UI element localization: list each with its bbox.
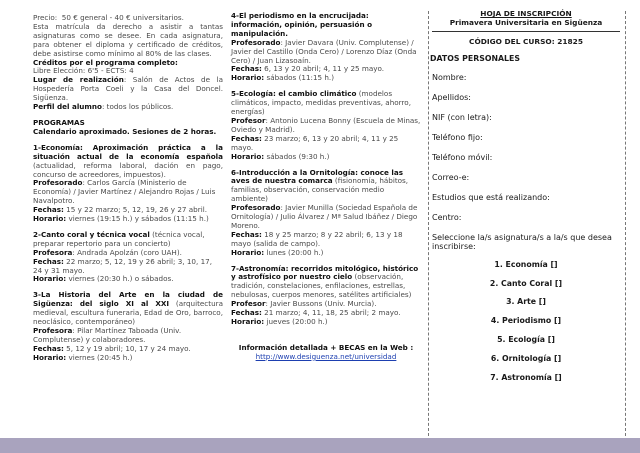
prof-name: : Javier Davara (Univ. Complutense) / Javier del Castillo (Onda Cero) / Lorenzo Díaz (Onda Cero) / Juan Lizasoaín. [231,37,417,65]
fechas-text: 6, 13 y 20 abril; 4, 11 y 25 mayo. [264,64,385,74]
prof-rest: (Ministerio de Economía) / Javier Martínez / Alejandro Rojas / Luis Navalpotro. [33,178,216,206]
prof-label: Profesora [33,326,73,335]
datos-personales-title: DATOS PERSONALES [430,53,520,63]
course-title: 3-La Historia del Arte en la ciudad de Sigüenza: del siglo XI al XXI [33,290,223,309]
course-title: 6-Introducción a la Ornitología: conoce las aves de nuestra comarca [231,167,403,186]
field-nombre[interactable]: Nombre: [432,72,467,82]
subject-canto-coral[interactable]: 2. Canto Coral [] [489,278,563,288]
field-correo[interactable]: Correo-e: [432,172,470,182]
prof-name: : Pilar Martínez Taboada (Univ. Complutense) y colaboradores. [33,326,182,344]
course-7 [231,265,421,327]
horario-text: viernes (20:45 h.) [68,352,133,362]
subject-ornitologia[interactable]: 6. Ornitología [] [490,354,562,364]
horario-label: Horario: [231,317,265,326]
field-estudios[interactable]: Estudios que está realizando: [432,192,550,202]
horario-label: Horario: [231,151,265,161]
course-desc: (actualidad, reforma laboral, dación en pago, concurso de acreedores, impuestos). [33,160,223,179]
fechas-label: Fechas: [231,64,262,74]
subject-astronomia[interactable]: 7. Astronomía [] [490,373,562,383]
form-divider [432,31,620,32]
course-code: CÓDIGO DEL CURSO: 21825 [469,36,583,46]
course-6 [231,169,421,258]
prof-name: : Javier Bussons (Univ. Murcia). [265,299,377,309]
field-telefono-fijo[interactable]: Teléfono fijo: [432,132,483,142]
fechas-text: 18 y 25 marzo; 8 y 22 abril; 6, 13 y 18 mayo (salida de campo). [231,229,403,248]
horario-label: Horario: [231,73,265,83]
horario-label: Horario: [231,247,265,257]
lugar-label: Lugar de realización [33,75,124,85]
fechas-text: 15 y 22 marzo; 5, 12, 19, 26 y 27 abril. [66,205,207,215]
creditos-text: Libre Elección: 6'5 - ECTS: 4 [33,66,134,76]
perfil-line [33,103,223,112]
column-info [33,14,223,363]
course-5 [231,90,421,161]
course-desc: (arquitectura medieval, escultura funeraria, Edad de Oro, barroco, neoclásico, contemporáneo) [33,299,223,327]
prof-name: : Javier Munilla (Sociedad Española de Ornitología) / Julio Álvarez / Mª Salud Ibáñez / Diego Moreno. [231,203,418,230]
fechas-text: 5, 12 y 19 abril; 10, 17 y 24 mayo. [66,343,191,353]
horario-text: sábados (11:15 h.) [266,73,335,83]
prof-name: : Antonio Lucena Bonny (Escuela de Minas, Oviedo y Madrid). [231,115,421,134]
perfil-label: Perfil del alumno [33,102,102,112]
perfil-text: : todos los públicos. [101,102,174,112]
creditos-title: Créditos por el programa completo: [33,57,178,67]
personal-fields [428,73,624,251]
course-desc: (fisionomía, hábitos, familias, observación, conservación medio ambiente) [231,176,409,204]
form-subtitle: Primavera Universitaria en Sigüenza [449,17,603,27]
registration-form [428,10,624,383]
horario-label: Horario: [33,274,67,284]
matricula-text: Esta matrícula da derecho a asistir a tantas asignaturas como se desee. En cada asignatura, para obtener el diploma y certificado de créditos, debe asistirse como mínimo al 80% de las clases. [33,21,223,58]
horario-label: Horario: [33,214,67,224]
course-2 [33,231,223,284]
course-1 [33,144,223,224]
fechas-text: 22 marzo; 5, 12, 19 y 26 abril; 3, 10, 17, 24 y 31 mayo. [33,256,213,275]
horario-text: viernes (20:30 h.) o sábados. [68,274,174,284]
prof-name: : Carlos García [82,178,138,188]
horario-text: viernes (19:15 h.) y sábados (11:15 h.) [68,214,209,224]
prof-label: Profesor [231,115,266,125]
prof-label: Profesorado [33,178,83,188]
course-title: 1-Economía: Aproximación práctica a la situación actual de la economía española [33,142,223,161]
prof-label: Profesora [33,247,73,257]
bottom-color-bar [0,438,640,453]
prof-label: Profesor [231,299,266,309]
subject-arte[interactable]: 3. Arte [] [506,297,546,307]
field-centro[interactable]: Centro: [432,212,462,222]
course-4 [231,12,421,83]
subject-periodismo[interactable]: 4. Periodismo [] [490,316,562,326]
horario-text: jueves (20:00 h.) [266,317,328,326]
lugar-text: : Salón de Actos de la Hospedería Porta Coeli y la Casa del Doncel. Sigüenza. [33,75,223,103]
fechas-label: Fechas: [33,205,64,215]
info-text: Información detallada + BECAS en la Web : [238,342,414,352]
subject-economia[interactable]: 1. Economía [] [494,259,558,269]
prof-label: Profesorado [231,203,281,213]
website-link[interactable]: http://www.desiguenza.net/universidad [255,351,397,361]
course-title: 4-El periodismo en la encrucijada: información, opinión, persuasión o manipulación. [231,11,373,38]
select-subjects-text: Seleccione la/s asignatura/s a la/s que desea inscribirse: [432,232,612,251]
course-desc: (modelos climáticos, impacto, medidas preventivas, ahorro, energías) [231,89,411,117]
subject-ecologia[interactable]: 5. Ecología [] [497,335,555,345]
fechas-label: Fechas: [33,343,64,353]
price-label: Precio: [33,13,58,22]
field-apellidos[interactable]: Apellidos: [432,92,471,102]
fechas-text: 23 marzo; 6, 13 y 20 abril; 4, 11 y 25 mayo. [231,133,399,152]
horario-text: sábados (9:30 h.) [266,151,330,161]
subject-list [428,261,624,383]
fechas-label: Fechas: [231,229,262,239]
fechas-label: Fechas: [33,256,64,266]
horario-text: lunes (20:00 h.) [266,247,324,257]
form-title: HOJA DE INSCRIPCIÓN [480,9,572,18]
calendario-text: Calendario aproximado. Sesiones de 2 horas. [33,126,217,136]
fechas-label: Fechas: [231,308,262,318]
course-title: 2-Canto coral y técnica vocal [33,229,150,239]
prof-label: Profesorado [231,37,281,47]
fechas-label: Fechas: [231,133,262,143]
price-text: 50 € general - 40 € universitarios. [61,13,184,22]
course-title: 5-Ecología: el cambio climático [231,89,357,99]
programas-title: PROGRAMAS [33,117,85,127]
lugar-line [33,76,223,103]
course-3 [33,291,223,362]
course-desc: (técnica vocal, preparar repertorio para un concierto) [33,229,205,248]
course-title: 7-Astronomía: recorridos mitológico, histórico y astrofísico por nuestro cielo [231,263,419,282]
fechas-text: 21 marzo; 4, 11, 18, 25 abril; 2 mayo. [264,308,401,318]
field-telefono-movil[interactable]: Teléfono móvil: [432,152,493,162]
horario-label: Horario: [33,352,67,362]
course-desc: (observación, tradición, constelaciones, enfilaciones, estrellas, nebulosas, cuerpos menores, satélites artificiales) [231,272,412,300]
prof-name: : Andrada Apolzán (coro UAH). [72,247,182,257]
field-nif[interactable]: NIF (con letra): [432,112,492,122]
column-courses [231,12,421,362]
